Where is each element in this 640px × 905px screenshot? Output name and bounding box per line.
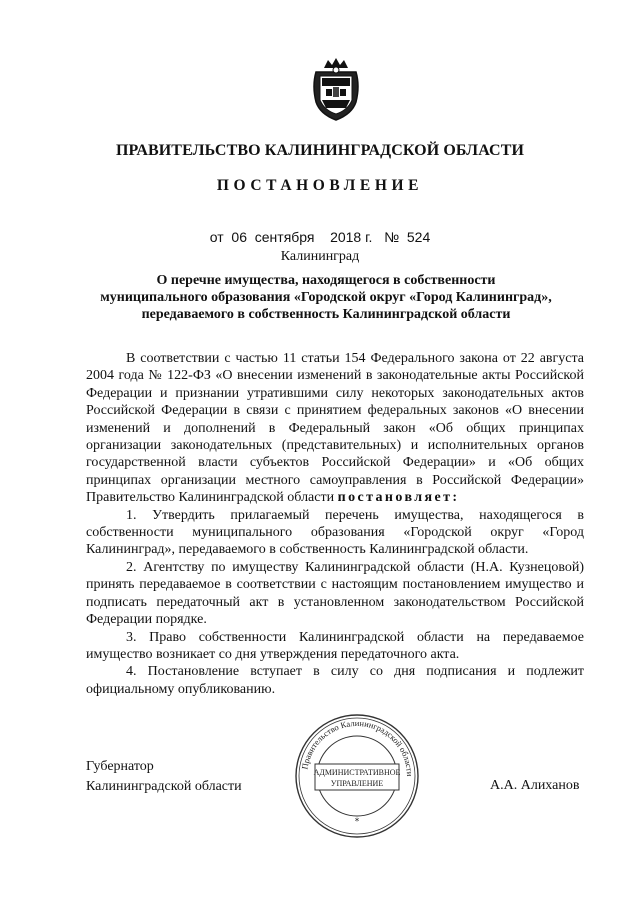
number-label: № — [384, 229, 400, 245]
preamble-text: В соответствии с частью 11 статьи 154 Федерального закона от 22 августа 2004 года № 122-ФЗ «О внесении изменений в законодательные акты Российской Федерации и признании утратившими силу некоторых законодательных актов Российской Федерации в связи с принятием федеральных законов «О внесении изменений и дополнений в Федеральный закон «Об общих принципах организации законодательных (представительных) и исполнительных органов государственной власти субъектов Российской Федерации» и «Об общих принципах организации местного самоуправления в Российской Федерации» Правительство Калининградской области — [86, 351, 584, 506]
position-line: Губернатор — [86, 759, 154, 774]
subject-line: передаваемого в собственность Калининградской области — [141, 307, 511, 322]
decree-title: ПОСТАНОВЛЕНИЕ — [216, 177, 424, 194]
signatory-name: А.А. Алиханов — [490, 778, 580, 793]
clause-2: 2. Агентству по имуществу Калининградской области (Н.А. Кузнецовой) принять передаваемое в соответствии с настоящим постановлением имущество и подписать передаточный акт в установленном законодательством Российской Федерации порядке. — [86, 559, 584, 628]
decree-number: 524 — [406, 229, 431, 245]
decree-body — [86, 350, 584, 698]
clause-3: 3. Право собственности Калининградской области на передаваемое имущество возникает со дня утверждения передаточного акта. — [86, 629, 584, 662]
decree-keyword: постановляет: — [337, 490, 460, 506]
date-year: 2018 г. — [330, 229, 373, 245]
decree-date-line — [0, 229, 640, 245]
subject-line: О перечне имущества, находящегося в собственности — [156, 273, 496, 288]
date-prefix: от — [209, 229, 224, 245]
coat-of-arms-emblem — [310, 56, 362, 122]
preamble-paragraph — [86, 350, 584, 507]
date-month: сентября — [254, 229, 315, 245]
clause-4: 4. Постановление вступает в силу со дня подписания и подлежит официальному опубликованию. — [86, 664, 584, 697]
stamp-center-line: УПРАВЛЕНИЕ — [330, 779, 384, 788]
date-day: 06 — [231, 229, 247, 245]
decree-subject — [82, 272, 570, 323]
government-title: ПРАВИТЕЛЬСТВО КАЛИНИНГРАДСКОЙ ОБЛАСТИ — [115, 142, 525, 159]
stamp-center-line: АДМИНИСТРАТИВНОЕ — [313, 768, 401, 777]
stamp-star-icon: * — [354, 817, 360, 827]
signatory-position — [86, 757, 242, 797]
subject-line: муниципального образования «Городской округ «Город Калининград», — [100, 290, 552, 305]
stamp-ring-text: Правительство Калининградской области — [299, 717, 416, 777]
city-name: Калининград — [280, 249, 360, 264]
clause-1: 1. Утвердить прилагаемый перечень имущества, находящегося в собственности муниципального образования «Городской округ «Город Калининград», передаваемого в собственность Калининградской области. — [86, 507, 584, 558]
official-stamp — [293, 712, 421, 840]
position-line: Калининградской области — [86, 779, 242, 794]
